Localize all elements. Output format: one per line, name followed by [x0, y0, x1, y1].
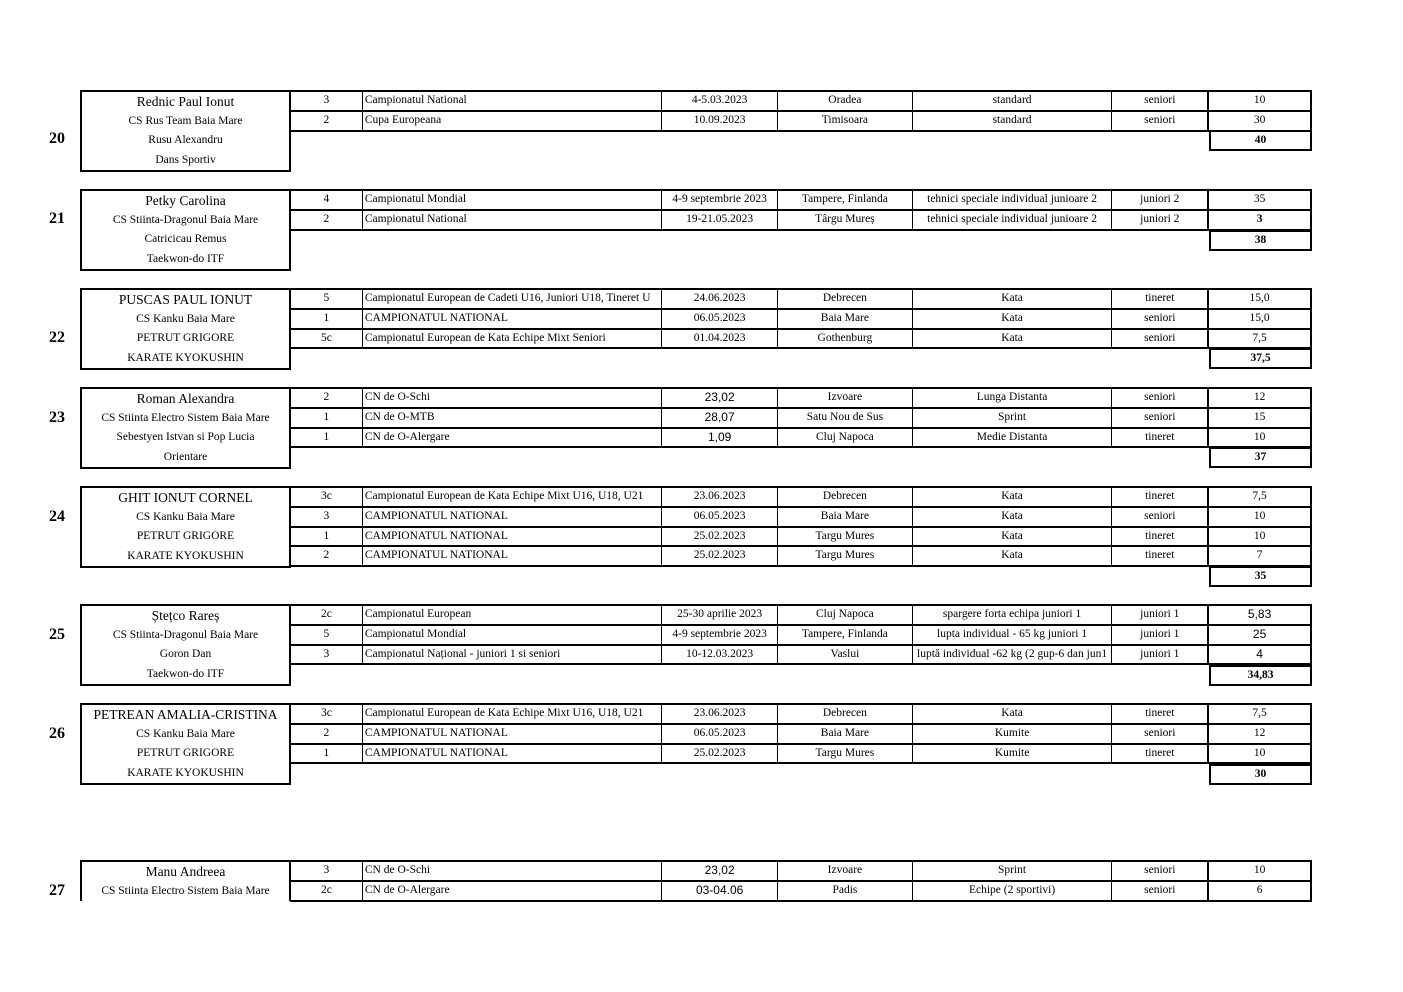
cell-location: Baia Mare: [777, 310, 912, 328]
sport-name: Taekwon-do ITF: [146, 667, 225, 680]
cell-place: 1: [290, 310, 362, 328]
cell-date: 28,07: [661, 409, 777, 427]
cell-competition: Campionatul European de Kata Echipe Mixt Seniori: [362, 330, 661, 348]
cell-date: 19-21.05.2023: [661, 211, 777, 229]
entry-number: 22: [49, 329, 65, 346]
cell-place: 1: [290, 528, 362, 546]
cell-place: 5c: [290, 330, 362, 348]
total-points: 37: [1209, 447, 1312, 468]
cell-points: 10: [1207, 92, 1310, 110]
cell-points: 12: [1207, 725, 1310, 743]
cell-place: 1: [290, 409, 362, 427]
cell-points: 12: [1207, 389, 1310, 407]
cell-location: Tampere, Finlanda: [777, 191, 912, 209]
cell-competition: CN de O-Schi: [362, 862, 661, 880]
athlete-info-box: [80, 604, 291, 686]
cell-location: Padis: [777, 882, 912, 900]
athlete-info-box: [80, 703, 291, 785]
cell-event: Kata: [912, 705, 1112, 723]
cell-date: 01.04.2023: [661, 330, 777, 348]
cell-event: spargere forta echipa juniori 1: [912, 606, 1112, 624]
cell-location: Satu Nou de Sus: [777, 409, 912, 427]
coach-name: Rusu Alexandru: [148, 134, 223, 146]
athlete-name: Roman Alexandra: [136, 391, 235, 406]
total-points: 35: [1209, 566, 1312, 587]
cell-location: Vaslui: [777, 646, 912, 664]
table-row: [290, 723, 1310, 743]
results-table: [290, 288, 1312, 349]
cell-competition: CAMPIONATUL NATIONAL: [362, 528, 661, 546]
cell-date: 23,02: [661, 862, 777, 880]
cell-place: 5: [290, 290, 362, 308]
cell-date: 24.06.2023: [661, 290, 777, 308]
entry-number: 25: [49, 626, 65, 643]
cell-competition: Campionatul European de Kata Echipe Mixt U16, U18, U21: [362, 705, 661, 723]
coach-name: PETRUT GRIGORE: [136, 747, 235, 759]
table-row: [290, 308, 1310, 328]
cell-event: Lunga Distanta: [912, 389, 1112, 407]
cell-date: 23,02: [661, 389, 777, 407]
cell-category: tineret: [1111, 745, 1207, 763]
cell-date: 25.02.2023: [661, 528, 777, 546]
cell-date: 1,09: [661, 429, 777, 447]
cell-location: Oradea: [777, 92, 912, 110]
athlete-name: Manu Andreea: [145, 864, 226, 879]
cell-date: 23.06.2023: [661, 488, 777, 506]
cell-event: Kumite: [912, 725, 1112, 743]
cell-competition: Campionatul Mondial: [362, 626, 661, 644]
table-row: [290, 506, 1310, 526]
sport-name: Orientare: [163, 450, 208, 463]
table-row: [290, 606, 1310, 624]
results-table: [290, 387, 1312, 448]
cell-date: 25-30 aprilie 2023: [661, 606, 777, 624]
cell-points: 4: [1207, 646, 1310, 664]
cell-event: Echipe (2 sportivi): [912, 882, 1112, 900]
cell-points: 15,0: [1207, 310, 1310, 328]
cell-category: tineret: [1111, 488, 1207, 506]
cell-competition: Campionatul European de Cadeti U16, Juniori U18, Tineret U: [362, 290, 661, 308]
club-name: CS Stiinta-Dragonul Baia Mare: [112, 628, 259, 641]
cell-competition: CAMPIONATUL NATIONAL: [362, 547, 661, 565]
cell-competition: Campionatul European de Kata Echipe Mixt U16, U18, U21: [362, 488, 661, 506]
cell-points: 15,0: [1207, 290, 1310, 308]
athlete-info-box: [80, 486, 291, 568]
cell-competition: CAMPIONATUL NATIONAL: [362, 310, 661, 328]
cell-category: juniori 1: [1111, 646, 1207, 664]
cell-place: 2: [290, 725, 362, 743]
cell-event: Kata: [912, 528, 1112, 546]
cell-points: 35: [1207, 191, 1310, 209]
cell-category: tineret: [1111, 705, 1207, 723]
cell-event: Sprint: [912, 862, 1112, 880]
table-row: [290, 92, 1310, 110]
cell-place: 2c: [290, 606, 362, 624]
cell-category: seniori: [1111, 92, 1207, 110]
cell-points: 10: [1207, 508, 1310, 526]
cell-location: Târgu Mureș: [777, 211, 912, 229]
cell-category: seniori: [1111, 310, 1207, 328]
athlete-name: PUSCAS PAUL IONUT: [118, 292, 253, 307]
athlete-info-box: [80, 288, 291, 370]
cell-place: 2: [290, 547, 362, 565]
sport-name: Taekwon-do ITF: [146, 252, 225, 265]
table-row: [290, 705, 1310, 723]
cell-points: 10: [1207, 862, 1310, 880]
cell-competition: CAMPIONATUL NATIONAL: [362, 725, 661, 743]
cell-event: standard: [912, 92, 1112, 110]
athlete-name: Ștețco Rareș: [151, 608, 220, 623]
cell-points: 5,83: [1207, 606, 1310, 624]
cell-points: 7,5: [1207, 330, 1310, 348]
cell-points: 7,5: [1207, 488, 1310, 506]
athlete-info-box: [80, 90, 291, 172]
cell-competition: CN de O-MTB: [362, 409, 661, 427]
sport-name: KARATE KYOKUSHIN: [127, 351, 244, 364]
club-name: CS Kanku Baia Mare: [136, 312, 235, 325]
sport-name: KARATE KYOKUSHIN: [127, 766, 244, 779]
table-row: [290, 328, 1310, 348]
table-row: [290, 880, 1310, 900]
cell-event: tehnici speciale individual junioare 2: [912, 211, 1112, 229]
cell-category: seniori: [1111, 409, 1207, 427]
club-name: CS Rus Team Baia Mare: [128, 114, 243, 127]
club-name: CS Stiinta Electro Sistem Baia Mare: [101, 411, 270, 424]
results-table: [290, 860, 1312, 902]
table-row: [290, 427, 1310, 447]
cell-points: 10: [1207, 429, 1310, 447]
cell-competition: Campionatul Mondial: [362, 191, 661, 209]
cell-category: seniori: [1111, 508, 1207, 526]
club-name: CS Stiinta-Dragonul Baia Mare: [112, 213, 259, 226]
cell-date: 06.05.2023: [661, 725, 777, 743]
cell-location: Targu Mures: [777, 745, 912, 763]
cell-category: tineret: [1111, 528, 1207, 546]
cell-place: 3c: [290, 705, 362, 723]
cell-points: 7: [1207, 547, 1310, 565]
athlete-info-box: [80, 860, 291, 901]
cell-event: Kata: [912, 330, 1112, 348]
cell-category: juniori 1: [1111, 626, 1207, 644]
cell-place: 4: [290, 191, 362, 209]
cell-competition: Campionatul National: [362, 92, 661, 110]
cell-date: 4-5.03.2023: [661, 92, 777, 110]
coach-name: Catricicau Remus: [144, 233, 227, 245]
cell-place: 2c: [290, 882, 362, 900]
table-row: [290, 644, 1310, 664]
athlete-name: PETREAN AMALIA-CRISTINA: [93, 707, 278, 722]
cell-category: seniori: [1111, 882, 1207, 900]
entry-number: 23: [49, 409, 65, 426]
cell-points: 30: [1207, 112, 1310, 130]
entry-number: 20: [49, 130, 65, 147]
cell-points: 15: [1207, 409, 1310, 427]
athlete-name: Rednic Paul Ionut: [136, 94, 235, 109]
cell-category: seniori: [1111, 725, 1207, 743]
cell-event: Kata: [912, 290, 1112, 308]
cell-category: juniori 1: [1111, 606, 1207, 624]
results-table: [290, 703, 1312, 764]
cell-event: luptă individual -62 kg (2 gup-6 dan jun1: [912, 646, 1112, 664]
cell-competition: Campionatul European: [362, 606, 661, 624]
cell-date: 25.02.2023: [661, 547, 777, 565]
cell-location: Izvoare: [777, 862, 912, 880]
coach-name: PETRUT GRIGORE: [136, 530, 235, 542]
athlete-name: Petky Carolina: [145, 193, 226, 208]
cell-date: 25.02.2023: [661, 745, 777, 763]
total-points: 30: [1209, 764, 1312, 785]
club-name: CS Kanku Baia Mare: [136, 727, 235, 740]
cell-event: lupta individual - 65 kg juniori 1: [912, 626, 1112, 644]
table-row: [290, 862, 1310, 880]
club-name: CS Kanku Baia Mare: [136, 510, 235, 523]
cell-event: standard: [912, 112, 1112, 130]
total-points: 40: [1209, 130, 1312, 151]
cell-location: Tampere, Finlanda: [777, 626, 912, 644]
table-row: [290, 389, 1310, 407]
cell-place: 3: [290, 862, 362, 880]
cell-competition: CN de O-Alergare: [362, 882, 661, 900]
cell-location: Debrecen: [777, 705, 912, 723]
table-row: [290, 209, 1310, 229]
table-row: [290, 624, 1310, 644]
cell-location: Targu Mures: [777, 528, 912, 546]
cell-category: seniori: [1111, 389, 1207, 407]
cell-place: 3c: [290, 488, 362, 506]
coach-name: Goron Dan: [159, 648, 212, 660]
cell-location: Debrecen: [777, 488, 912, 506]
results-table: [290, 486, 1312, 567]
cell-competition: Campionatul Național - juniori 1 si seniori: [362, 646, 661, 664]
coach-name: PETRUT GRIGORE: [136, 332, 235, 344]
table-row: [290, 526, 1310, 546]
cell-place: 2: [290, 112, 362, 130]
cell-competition: Cupa Europeana: [362, 112, 661, 130]
cell-location: Gothenburg: [777, 330, 912, 348]
cell-category: seniori: [1111, 330, 1207, 348]
cell-category: tineret: [1111, 429, 1207, 447]
total-points: 34,83: [1209, 665, 1312, 686]
athlete-info-box: [80, 387, 291, 469]
cell-event: Sprint: [912, 409, 1112, 427]
cell-points: 7,5: [1207, 705, 1310, 723]
cell-event: Kata: [912, 488, 1112, 506]
cell-category: juniori 2: [1111, 211, 1207, 229]
cell-place: 1: [290, 745, 362, 763]
results-table: [290, 604, 1312, 665]
cell-place: 2: [290, 211, 362, 229]
cell-place: 2: [290, 389, 362, 407]
cell-points: 6: [1207, 882, 1310, 900]
cell-points: 3: [1207, 211, 1310, 229]
cell-place: 3: [290, 646, 362, 664]
entry-number: 24: [49, 508, 65, 525]
results-table: [290, 189, 1312, 231]
cell-competition: CN de O-Schi: [362, 389, 661, 407]
cell-location: Baia Mare: [777, 508, 912, 526]
cell-category: tineret: [1111, 547, 1207, 565]
results-table: [290, 90, 1312, 132]
cell-category: juniori 2: [1111, 191, 1207, 209]
table-row: [290, 191, 1310, 209]
table-row: [290, 290, 1310, 308]
athlete-info-box: [80, 189, 291, 271]
cell-date: 10-12.03.2023: [661, 646, 777, 664]
entry-number: 26: [49, 725, 65, 742]
cell-location: Targu Mures: [777, 547, 912, 565]
cell-event: Medie Distanta: [912, 429, 1112, 447]
cell-event: Kata: [912, 508, 1112, 526]
cell-location: Cluj Napoca: [777, 429, 912, 447]
cell-date: 03-04.06: [661, 882, 777, 900]
entry-number: 21: [49, 210, 65, 227]
cell-place: 5: [290, 626, 362, 644]
cell-competition: CAMPIONATUL NATIONAL: [362, 508, 661, 526]
cell-place: 3: [290, 508, 362, 526]
cell-location: Timisoara: [777, 112, 912, 130]
cell-place: 1: [290, 429, 362, 447]
cell-event: tehnici speciale individual junioare 2: [912, 191, 1112, 209]
cell-location: Debrecen: [777, 290, 912, 308]
total-points: 38: [1209, 230, 1312, 251]
cell-location: Baia Mare: [777, 725, 912, 743]
table-row: [290, 488, 1310, 506]
cell-date: 10.09.2023: [661, 112, 777, 130]
club-name: CS Stiinta Electro Sistem Baia Mare: [101, 884, 270, 897]
entry-number: 27: [49, 882, 65, 899]
cell-event: Kata: [912, 310, 1112, 328]
sport-name: Dans Sportiv: [155, 153, 216, 166]
cell-location: Cluj Napoca: [777, 606, 912, 624]
cell-category: seniori: [1111, 112, 1207, 130]
coach-name: Sebestyen Istvan si Pop Lucia: [116, 431, 255, 443]
total-points: 37,5: [1209, 348, 1312, 369]
table-row: [290, 110, 1310, 130]
cell-competition: CAMPIONATUL NATIONAL: [362, 745, 661, 763]
cell-points: 10: [1207, 745, 1310, 763]
table-row: [290, 545, 1310, 565]
cell-event: Kata: [912, 547, 1112, 565]
cell-category: tineret: [1111, 290, 1207, 308]
cell-date: 06.05.2023: [661, 310, 777, 328]
athlete-name: GHIT IONUT CORNEL: [118, 490, 253, 505]
cell-competition: Campionatul National: [362, 211, 661, 229]
cell-category: seniori: [1111, 862, 1207, 880]
cell-place: 3: [290, 92, 362, 110]
table-row: [290, 743, 1310, 763]
cell-date: 4-9 septembrie 2023: [661, 626, 777, 644]
sport-name: KARATE KYOKUSHIN: [127, 549, 244, 562]
cell-competition: CN de O-Alergare: [362, 429, 661, 447]
cell-event: Kumite: [912, 745, 1112, 763]
cell-date: 06.05.2023: [661, 508, 777, 526]
cell-date: 23.06.2023: [661, 705, 777, 723]
table-row: [290, 407, 1310, 427]
cell-points: 25: [1207, 626, 1310, 644]
cell-location: Izvoare: [777, 389, 912, 407]
cell-date: 4-9 septembrie 2023: [661, 191, 777, 209]
cell-points: 10: [1207, 528, 1310, 546]
